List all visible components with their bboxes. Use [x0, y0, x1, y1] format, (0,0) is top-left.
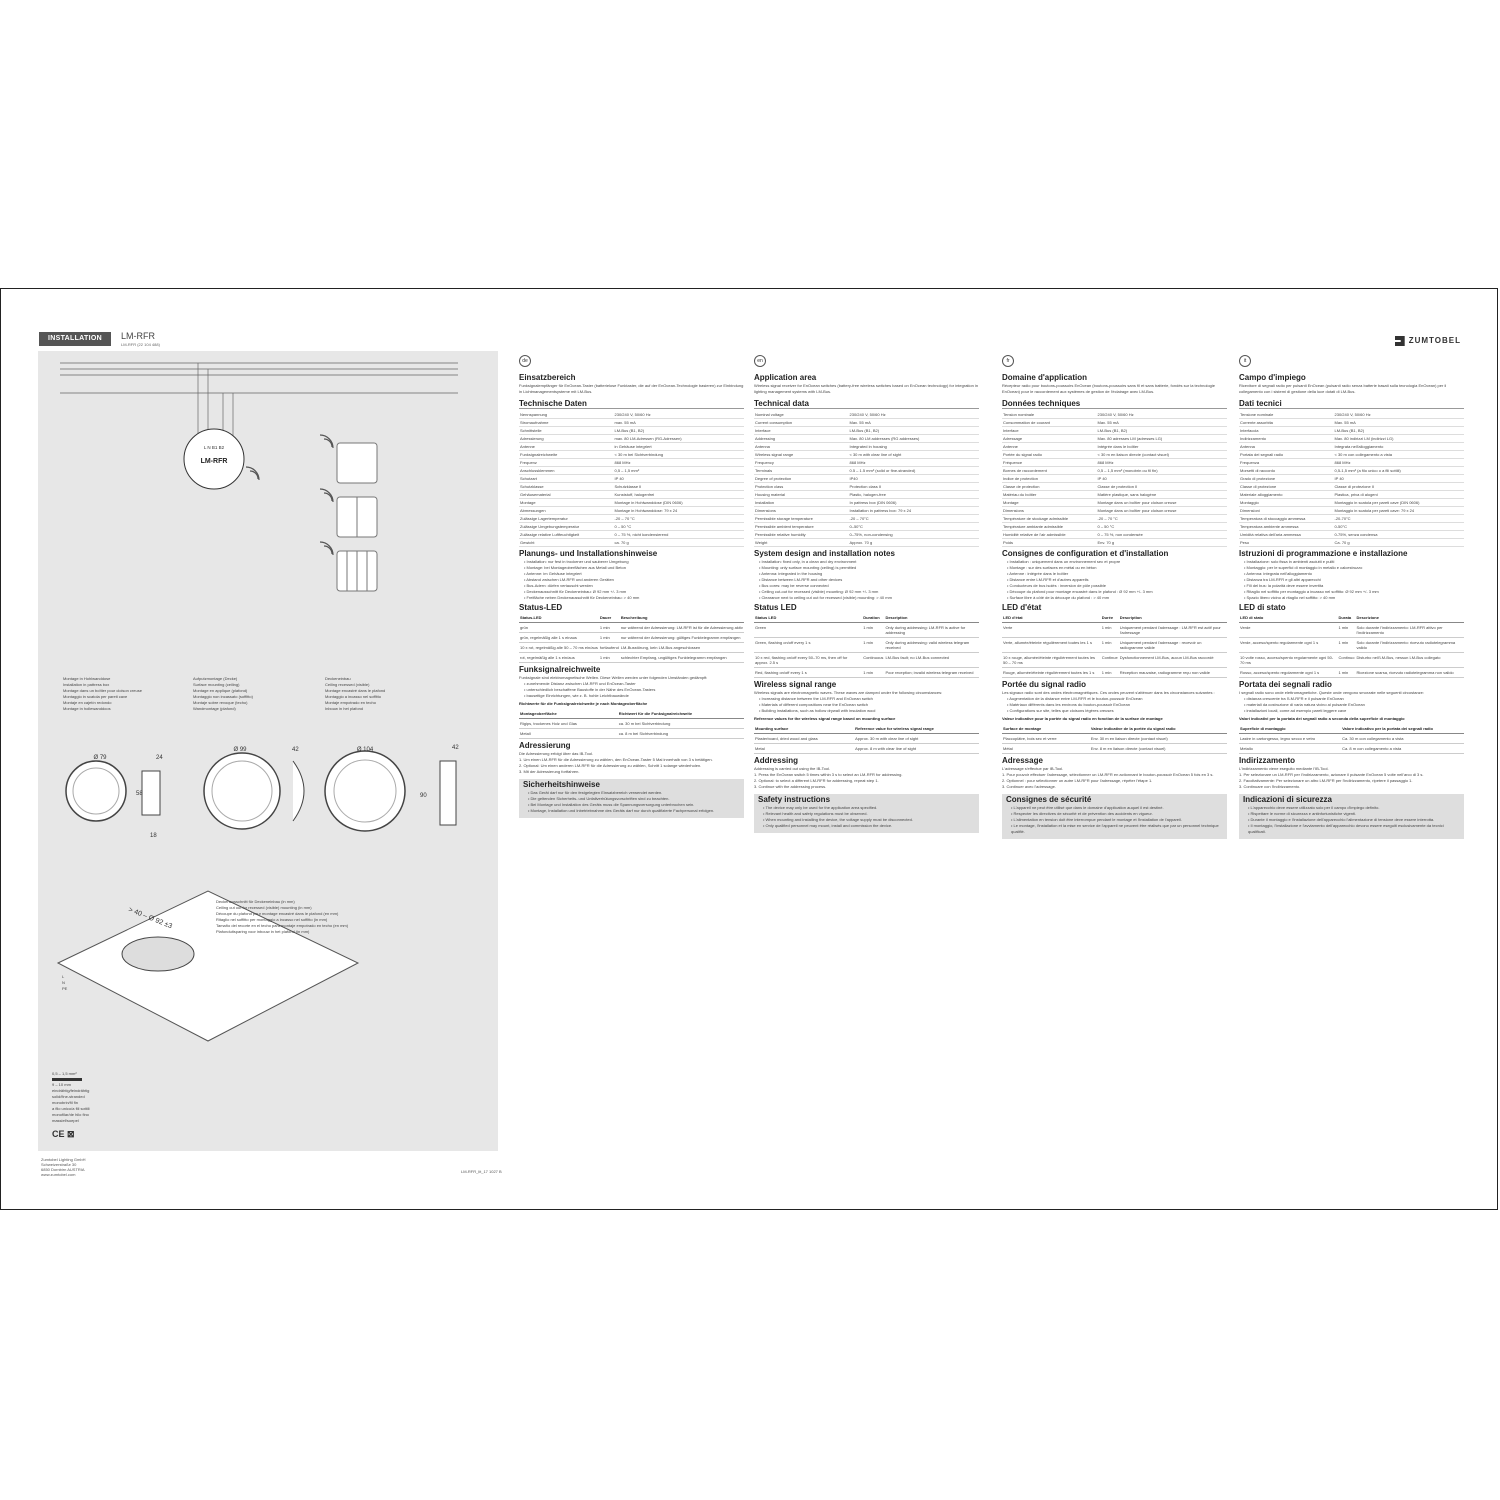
mount-caption-3: Deckeneinbau Ceiling recessed (visible) Montage encastré dans le plafond Montaggio a incasso nel soffitto Montaje empotrado en techo Inbouw in het plafond: [325, 676, 386, 711]
document-code: LM-RFR_lit_17 1027 B: [461, 1169, 502, 1174]
list-item: • Distance entre LM-RFR et d'autres appareils: [1007, 577, 1089, 582]
plan-title: System design and installation notes: [754, 549, 895, 558]
list-item: • Freifläche neben Deckenausschnitt für Deckeneinbau: > 40 mm: [524, 595, 640, 600]
table-row: Interface LM-Bus (B1, B2): [1002, 427, 1227, 435]
list-item: • L'appareil ne peut être utilisé que dans le domaine d'application auquel il est destiné.: [1011, 805, 1164, 810]
tech-title: Dati tecnici: [1239, 401, 1464, 409]
list-item: • Die geltenden Sicherheits- und Unfallverhütungsvorschriften sind zu beachten.: [528, 796, 670, 801]
table-row: Protection class Protection class II: [754, 483, 979, 491]
list-item: • installazioni locali, come ad esempio pareti leggere cave: [1244, 708, 1347, 713]
table-row: Dimensions Montage dans un boîtier pour cloison creuse: [1002, 507, 1227, 515]
list-item: • Installation: nur fest in trockener und sauberer Umgebung: [524, 559, 629, 564]
table-row: Anschlussklemmen 0,5 – 1,5 mm²: [519, 467, 744, 475]
range-table-title: Valeur indicative pour la portée du signal radio en fonction de la surface de montage: [1002, 716, 1163, 721]
wire-spec: 0,5 – 1,5 mm² 9 – 10 mm eindrähtig/feindrähtig solid/fine-stranded monobrin/fil fin a filo unico/a fili sottili monofilar/de hilo fino massief/soepel: [52, 1071, 90, 1123]
range-title: Portée du signal radio: [1002, 680, 1087, 689]
table-row: Frequenz 868 MHz: [519, 459, 744, 467]
list-item: • Le montage, l'installation et la mise en service de l'appareil ne peuvent être réalisés que par un personnel technique qualifié.: [1011, 823, 1219, 834]
addressing-title: Adressage: [1002, 756, 1043, 765]
table-row: Grado di protezione IP 40: [1239, 475, 1464, 483]
table-row: Bornes de raccordement 0,5 – 1,5 mm² (monobrin ou fil fin): [1002, 467, 1227, 475]
table-row: Schutzklasse Schutzklasse II: [519, 483, 744, 491]
safety-title: Safety instructions: [758, 795, 831, 804]
dim-42b: 42: [452, 745, 459, 751]
addressing-step: 3. Continuare con l'indirizzamento.: [1239, 784, 1301, 789]
table-row: Plasterboard, dried wood and glass Approx. 30 m with clear line of sight: [754, 734, 979, 744]
list-item: • Clearance next to ceiling cut out for recessed (visible) mounting: > 40 mm: [759, 595, 892, 600]
range-table: Mounting surface Reference value for wireless signal range Plasterboard, dried wood and glass Approx. 30 m with clear line of sight Metal Approx. 8 m with clear line of sight: [754, 724, 979, 754]
safety-box: [1002, 794, 1227, 839]
table-row: Current consumption Max. 55 mA: [754, 419, 979, 427]
list-item: • Bus cores: may be reverse connected: [759, 583, 829, 588]
table-row: Temperatura di stoccaggio ammessa -20-70°C: [1239, 515, 1464, 523]
list-item: • Only qualified personnel may mount, install and commission the device.: [763, 823, 893, 828]
list-item: • Abstand zwischen LM-RFR und anderen Geräten: [524, 577, 614, 582]
table-row: Zulässige Lagertemperatur -20 – 70 °C: [519, 515, 744, 523]
tech-table: [1002, 411, 1227, 547]
table-row: Frequenza 868 MHz: [1239, 459, 1464, 467]
led-table: Status-LED Dauer Beschreibung grün 1 min nur während der Adressierung: LM-RFR ist für die Adressierung aktiv grün, regelmäßig alle 1 s einaus 1 min nur während der Adressierung: gültiges Funktelegramm empfangen 10 x rot, regelmäßig alle 50 – 70 ms ein/aus fortlaufend LM-Busstörung, kein LM-Bus angeschlossen rot, regelmäßig alle 1 s ein/aus 1 min schlechter Empfang, ungültiges Funktelegramm empfangen: [519, 613, 744, 663]
table-row: Classe di protezione Classe di protezione II: [1239, 483, 1464, 491]
addressing-step: 2. Optional: to select a different LM-RFR for addressing, repeat step 1.: [754, 778, 879, 783]
list-item: • Distance between LM-RFR and other devices: [759, 577, 843, 582]
table-row: Metal Approx. 8 m with clear line of sight: [754, 744, 979, 754]
area-title: Einsatzbereich: [519, 373, 576, 382]
addressing-step: 2. Optional: Um einen anderen LM-RFR für die Adressierung zu wählen, Schritt 1 solange wiederholen.: [519, 763, 702, 768]
area-text: Récepteur radio pour boutons-poussoirs EnOcean (boutons-poussoirs sans fil et sans batterie, fondés sur la technologie EnOcean) pour le raccordement aux systèmes de gestion de l'éclairage avec LM-Bus.: [1002, 383, 1216, 394]
single-switch-icon: [337, 443, 377, 483]
table-row: Antenna Integrated in housing: [754, 443, 979, 451]
terminal-labels: L N B1 B2: [203, 445, 225, 450]
table-row: Schnittstelle LM-Bus (B1, B2): [519, 427, 744, 435]
table-row: Montage Montage dans un boîtier pour cloison creuse: [1002, 499, 1227, 507]
list-item: • Configurations sur site, telles que cloisons légères creuses: [1007, 708, 1114, 713]
dim-18: 18: [150, 833, 157, 839]
table-row: Green, flashing on/off every 1 s 1 min Only during addressing: valid wireless telegram received: [754, 638, 979, 653]
list-item: • Rispettare le norme di sicurezza e antinfortunistiche vigenti.: [1248, 811, 1357, 816]
table-row: Morsetti di raccordo 0,5-1,5 mm² (a filo unico o a fili sottili): [1239, 467, 1464, 475]
table-row: Dimensioni Montaggio in scatola per pareti cave: 79 x 24: [1239, 507, 1464, 515]
table-row: Degree of protection IP40: [754, 475, 979, 483]
table-row: Installation In pattress box (DIN 0606): [754, 499, 979, 507]
list-item: • materiali da costruzione di varia natura vicino al pulsante EnOcean: [1244, 702, 1365, 707]
tech-table: [754, 411, 979, 547]
range-table-title: Valori indicativi per la portata dei segnali radio a seconda della superficie di montaggio: [1239, 716, 1405, 721]
table-row: Matériau du boîtier Matière plastique, sans halogène: [1002, 491, 1227, 499]
addressing-step: 2. Facoltativamente: Per selezionare un altro LM-RFR per l'indirizzamento, ripetere il passaggio 1.: [1239, 778, 1413, 783]
column-fr: [1002, 355, 1227, 839]
table-row: Zulässige relative Luftfeuchtigkeit 0 – 75 %, nicht kondensierend: [519, 531, 744, 539]
table-row: Rouge, allumée/éteinte régulièrement toutes les 1 s 1 min Réception mauvaise, radiogramme reçu non valide: [1002, 668, 1227, 678]
table-row: Abmessungen Montage in Hohlwanddose: 79 x 24: [519, 507, 744, 515]
area-text: Ricevitore di segnali radio per pulsanti EnOcean (pulsanti radio senza batterie basati sulla tecnologia EnOcean) per il collegamento con i sistemi di gestione della luce dotati di LM-Bus.: [1239, 383, 1447, 394]
area-title: Application area: [754, 373, 817, 382]
range-table: Montageoberfläche Richtwert für die Funksignalreichweite Rigips, trockenes Holz und Glas ca. 30 m bei Sichtverbindung Metall ca. 8 m bei Sichtverbindung: [519, 709, 744, 739]
table-row: Terminals 0.5 – 1.5 mm² (solid or fine-stranded): [754, 467, 979, 475]
list-item: • Découpe du plafond pour montage encastré dans le plafond : Ø 92 mm +/- 3 mm: [1007, 589, 1153, 594]
range-text: Wireless signals are electromagnetic waves. These waves are damped under the following circumstances:: [754, 690, 943, 695]
table-row: Antenne in Gehäuse integriert: [519, 443, 744, 451]
addressing-step: 1. Pour pouvoir effectuer l'adressage, sélectionner un LM-RFR en actionnant le bouton-poussoir EnOcean 5 fois en 3 s.: [1002, 772, 1214, 777]
dim-d79: Ø 79: [93, 755, 107, 761]
table-row: Adressage Max. 80 adresses LM (adresses LG): [1002, 435, 1227, 443]
table-row: Température ambiante admissible 0 – 50 °C: [1002, 523, 1227, 531]
cutout-dim: > 40 – Ø 92 ±3: [127, 906, 173, 931]
table-row: Verde 1 min Solo durante l'indirizzamento: LM-RFR attivo per l'indirizzamento: [1239, 623, 1464, 638]
range-title: Portata dei segnali radio: [1239, 680, 1332, 689]
table-row: Nominal voltage 230/240 V, 50/60 Hz: [754, 411, 979, 419]
diagram-L: L: [62, 974, 65, 979]
led-table: LED di stato Durata Descrizione Verde 1 min Solo durante l'indirizzamento: LM-RFR attivo per l'indirizzamento Verde, acceso/spento regolarmente ogni 1 s 1 min Solo durante l'indirizzamento: ricevuto radiotelegramma valido 10 volte rosso, acceso/spento regolarmente ogni 50-70 ms Continuo Disturbo nell'LM-Bus, nessun LM-Bus collegato Rosso, acceso/spento regolarmente ogni 1 s 1 min Ricezione scarsa, ricevuto radiotelegramma non valido: [1239, 613, 1464, 678]
addressing-step: 2. Optionnel : pour sélectionner un autre LM-RFR pour l'adressage, répéter l'étape 1.: [1002, 778, 1153, 783]
addressing-step: L'indirizzamento viene eseguito mediante l'IB-Tool.: [1239, 766, 1329, 771]
section-badge: INSTALLATION: [39, 332, 111, 346]
safety-title: Sicherheitshinweise: [523, 780, 600, 789]
addressing-title: Addressing: [754, 756, 799, 765]
table-row: Stromaufnahme max. 55 mA: [519, 419, 744, 427]
range-title: Wireless signal range: [754, 680, 837, 689]
tech-title: Technical data: [754, 401, 979, 409]
table-row: Housing material Plastic, halogen-free: [754, 491, 979, 499]
tech-title: Technische Daten: [519, 401, 744, 409]
table-row: Indice de protection IP 40: [1002, 475, 1227, 483]
dim-24: 24: [156, 755, 163, 761]
addressing-step: Die Adressierung erfolgt über das IB-Tool.: [519, 751, 594, 756]
safety-title: Indicazioni di sicurezza: [1243, 795, 1332, 804]
table-row: Antenne Intégrée dans le boîtier: [1002, 443, 1227, 451]
table-row: Placcoplâtre, bois sec et verre Env. 30 m en liaison directe (contact visuel): [1002, 734, 1227, 744]
safety-box: [1239, 794, 1464, 839]
logo-icon: [1395, 336, 1405, 346]
list-item: • Durante il montaggio e l'installazione dell'apparecchio l'alimentazione di tensione deve essere interrotta.: [1248, 817, 1435, 822]
addressing-step: Addressing is carried out using the IB-Tool.: [754, 766, 831, 771]
range-table: Surface de montage Valeur indicative de la portée du signal radio Placcoplâtre, bois sec et verre Env. 30 m en liaison directe (contact visuel) Métal Env. 8 m en liaison directe (contact visuel): [1002, 724, 1227, 754]
plan-title: Planungs- und Installationshinweise: [519, 549, 658, 558]
table-row: Metall ca. 8 m bei Sichtverbindung: [519, 729, 744, 739]
table-row: Lastre in cartongesso, legno secco e vetro Ca. 30 m con collegamento a vista: [1239, 734, 1464, 744]
list-item: • Surface libre à côté de la découpe du plafond : > 40 mm: [1007, 595, 1110, 600]
addressing-step: 3. Mit der Adressierung fortfahren.: [519, 769, 580, 774]
dim-58: 58: [136, 791, 143, 797]
list-item: • Spazio libero vicino al ritaglio nel soffitto: > 40 mm: [1244, 595, 1336, 600]
area-text: Funksignalempfänger für EnOcean-Taster (batterielose Funktaster, die auf der EnOcean-Technologie basieren) zur Einbindung in Lichtmanagementsysteme mit LM-Bus.: [519, 383, 744, 394]
list-item: • Antenna: integrated in the housing: [759, 571, 823, 576]
tech-table: [1239, 411, 1464, 547]
table-row: Portata dei segnali radio < 30 m con collegamento a vista: [1239, 451, 1464, 459]
recessed-mount-shape: [325, 751, 405, 831]
table-row: Montaggio Montaggio in scatola per pareti cave (DIN 0606): [1239, 499, 1464, 507]
plan-title: Istruzioni di programmazione e installazione: [1239, 549, 1408, 558]
pattress-box-shape: [66, 761, 126, 821]
table-row: Permissible ambient temperature 0–50°C: [754, 523, 979, 531]
list-item: • Installation: fixed only, in a clean and dry environment: [759, 559, 857, 564]
led-title: Status LED: [754, 603, 797, 612]
addressing-step: 1. Per selezionare un LM-RFR per l'indirizzamento, azionare il pulsante EnOcean 5 volte nell'arco di 3 s.: [1239, 772, 1424, 777]
addressing-title: Indirizzamento: [1239, 756, 1296, 765]
table-row: Humidité relative de l'air admissible 0 – 75 %, non condensée: [1002, 531, 1227, 539]
led-table: Status LED Duration Description Green 1 min Only during addressing: LM-RFR is active for addressing Green, flashing on/off every 1 s 1 min Only during addressing: valid wireless telegram received 10 x red, flashing on/off every 50–70 ms, then off for approx. 2.5 s Continuous LM-Bus fault; no LM-Bus connected Red, flashing on/off every 1 s 1 min Poor reception; invalid wireless telegram received: [754, 613, 979, 678]
dim-d99: Ø 99: [233, 747, 247, 753]
language-badge: de: [519, 355, 531, 367]
list-item: • Bus-Adern: dürfen vertauscht werden: [524, 583, 593, 588]
list-item: • Montaggio: per le superfici di montaggio in metallo e calcestruzzo: [1244, 565, 1363, 570]
table-row: Antenna Integrata nell'alloggiamento: [1239, 443, 1464, 451]
mount-caption-1: Montage in Hohlwanddose Installation in pattress box Montage dans un boîtier pour cloison creuse Montaggio in scatola per pareti cave Montaje en cajetín redondo Montage in hollewanddoos: [63, 676, 142, 711]
surface-mount-shape: [204, 753, 280, 829]
list-item: • Montage: bei Montageoberflächen aus Metall und Beton: [524, 565, 626, 570]
table-row: 10 x rouge, allumée/éteinte régulièrement toutes les 50 – 70 ms Continue Dysfonctionnement LM-Bus, aucun LM-Bus raccordé: [1002, 653, 1227, 668]
column-de: [519, 355, 744, 818]
table-row: Verte 1 min Uniquement pendant l'adressage : LM-RFR est actif pour l'adressage: [1002, 623, 1227, 638]
addressing-step: 3. Continuer avec l'adressage.: [1002, 784, 1056, 789]
list-item: • Matériaux différents dans les environs du bouton-poussoir EnOcean: [1007, 702, 1130, 707]
range-text: Funksignale sind elektromagnetische Wellen. Diese Wellen werden unter folgenden Umständen gedämpft:: [519, 675, 708, 680]
table-row: Dimensions Installation in pattress box: 79 x 24: [754, 507, 979, 515]
table-row: Poids Env. 70 g: [1002, 539, 1227, 547]
table-row: Weight Approx. 70 g: [754, 539, 979, 547]
table-row: rot, regelmäßig alle 1 s ein/aus 1 min schlechter Empfang, ungültiges Funktelegramm empfangen: [519, 653, 744, 663]
list-item: • Distanza tra LM-RFR e gli altri apparecchi: [1244, 577, 1321, 582]
list-item: • L'apparecchio deve essere utilizzato solo per il campo d'impiego definito.: [1248, 805, 1380, 810]
dim-d104: Ø 104: [356, 747, 374, 753]
table-row: Portée du signal radio < 30 m en liaison directe (contact visuel): [1002, 451, 1227, 459]
column-en: [754, 355, 979, 833]
table-row: Permissible relative humidity 0–75%, non-condensing: [754, 531, 979, 539]
table-row: Gewicht ca. 70 g: [519, 539, 744, 547]
table-row: Metallo Ca. 8 m con collegamento a vista: [1239, 744, 1464, 754]
list-item: • Montage, Installation und Inbetriebnahme des Geräts darf nur durch qualifizierte Fachpersonal erfolgen.: [528, 808, 715, 813]
safety-box: [519, 779, 744, 818]
cutout-caption: Deckenausschnitt für Deckeneinbau (in mm) Ceiling cut out for recessed (visible) mounting (in mm) Découpe du plafond pour montage encastré dans le plafond (en mm) Ritaglio nel soffitto per montaggio a incasso nel soffitto (in mm) Tamaño del recorte en el techo para montaje empotrado en techo (en mm) Plafonduitsparing voor inbouw in het plafond (in mm): [216, 899, 349, 934]
addressing-title: Adressierung: [519, 741, 571, 750]
list-item: • Relevant health and safety regulations must be observed.: [763, 811, 868, 816]
table-row: Green 1 min Only during addressing: LM-RFR is active for addressing: [754, 623, 979, 638]
table-row: Corrente assorbita Max. 55 mA: [1239, 419, 1464, 427]
led-table: LED d'état Durée Description Verte 1 min Uniquement pendant l'adressage : LM-RFR est actif pour l'adressage Verte, allumée/éteinte régulièrement toutes les 1 s 1 min Uniquement pendant l'adressage : recevoir un radiogramme valide 10 x rouge, allumée/éteinte régulièrement toutes les 50 – 70 ms Continue Dysfonctionnement LM-Bus, aucun LM-Bus raccordé Rouge, allumée/éteinte régulièrement toutes les 1 s 1 min Réception mauvaise, radiogramme reçu non valide: [1002, 613, 1227, 678]
list-item: • The device may only be used for the application area specified.: [763, 805, 878, 810]
table-row: Rigips, trockenes Holz und Glas ca. 30 m bei Sichtverbindung: [519, 719, 744, 729]
tech-table: [519, 411, 744, 547]
list-item: • Deckenausschnitt für Deckeneinbau: Ø 92 mm +/- 3 mm: [524, 589, 627, 594]
addressing-step: 3. Continue with the addressing process.: [754, 784, 827, 789]
table-row: Montage Montage in Hohlwanddose (DIN 0606): [519, 499, 744, 507]
list-item: • Respecter les directives de sécurité et de prévention des accidents en vigueur.: [1011, 811, 1153, 816]
brand-name: ZUMTOBEL: [1408, 336, 1461, 345]
table-row: Interfaccia LM-Bus (B1, B2): [1239, 427, 1464, 435]
list-item: • Ritaglio nel soffitto per montaggio a incasso nel soffitto: Ø 92 mm +/- 3 mm: [1244, 589, 1379, 594]
instruction-sheet: [0, 288, 1498, 1210]
table-row: Addressing Max. 80 LM addresses (RG addresses): [754, 435, 979, 443]
list-item: • Antenne : intégrée dans le boîtier: [1007, 571, 1069, 576]
brand-logo: [1395, 336, 1461, 346]
list-item: • Installazione: solo fissa in ambienti asciutti e puliti: [1244, 559, 1335, 564]
table-row: Gehäusematerial Kunststoff, halogenfrei: [519, 491, 744, 499]
table-row: Tensione nominale 230/240 V, 50/60 Hz: [1239, 411, 1464, 419]
list-item: • zunehmende Distanz zwischen LM-RFR und EnOcean-Taster: [524, 681, 636, 686]
diagram-panel: [38, 351, 498, 1151]
table-row: Verte, allumée/éteinte régulièrement toutes les 1 s 1 min Uniquement pendant l'adressage : recevoir un radiogramme valide: [1002, 638, 1227, 653]
table-row: Frequency 868 MHz: [754, 459, 979, 467]
company-address: Zumtobel Lighting GmbH Schweizerstraße 30 6850 Dornbirn AUSTRIA www.zumtobel.com: [41, 1157, 86, 1177]
table-row: Permissible storage temperature -20 – 70°C: [754, 515, 979, 523]
language-badge: en: [754, 355, 766, 367]
range-text: I segnali radio sono onde elettromagnetiche. Queste onde vengono smorzate nelle seguenti circostanze:: [1239, 690, 1425, 695]
table-row: Schutzart IP 40: [519, 475, 744, 483]
column-it: [1239, 355, 1464, 839]
addressing-step: L'adressage s'effectue par IB-Tool.: [1002, 766, 1064, 771]
table-row: Temperatura ambiente ammessa 0-50°C: [1239, 523, 1464, 531]
table-row: 10 x rot, regelmäßig alle 50 – 70 ms ein/aus fortlaufend LM-Busstörung, kein LM-Bus angeschlossen: [519, 643, 744, 653]
table-row: 10 x red, flashing on/off every 50–70 ms, then off for approx. 2.5 s Continuous LM-Bus fault; no LM-Bus connected: [754, 653, 979, 668]
table-row: Indirizzamento Max. 80 indirizzi LM (indirizzi LG): [1239, 435, 1464, 443]
list-item: • Ceiling cut-out for recessed (visible) mounting: Ø 92 mm +/- 3 mm: [759, 589, 879, 594]
list-item: • unterschiedlich beschaffene Baustoffe in der Nähe des EnOcean-Tasters: [524, 687, 656, 692]
table-row: Interface LM-Bus (B1, B2): [754, 427, 979, 435]
range-table: Superficie di montaggio Valore indicativo per la portata dei segnali radio Lastre in cartongesso, legno secco e vetro Ca. 30 m con collegamento a vista Metallo Ca. 8 m con collegamento a vista: [1239, 724, 1464, 754]
article-number: LM-RFR (22 104 488): [121, 342, 160, 347]
table-row: grün 1 min nur während der Adressierung: LM-RFR ist für die Adressierung aktiv: [519, 623, 744, 633]
table-row: Température de stockage admissible -20 – 70 °C: [1002, 515, 1227, 523]
led-title: LED d'état: [1002, 603, 1042, 612]
list-item: • distanza crescente tra l'LM-RFR e il pulsante EnOcean: [1244, 696, 1344, 701]
mount-caption-2: Aufputzmontage (Decke) Surface mounting (ceiling) Montage en applique (plafond) Montaggio non incassato (soffitto) Montaje sobre revoque (techo) Wandmontage (plafond): [193, 676, 253, 711]
led-title: LED di stato: [1239, 603, 1286, 612]
table-row: Métal Env. 8 m en liaison directe (contact visuel): [1002, 744, 1227, 754]
dim-90: 90: [420, 793, 427, 799]
list-item: • Augmentation de la distance entre LM-RFR et le bouton-poussoir EnOcean: [1007, 696, 1143, 701]
table-row: Verde, acceso/spento regolarmente ogni 1 s 1 min Solo durante l'indirizzamento: ricevuto radiotelegramma valido: [1239, 638, 1464, 653]
range-table-title: Richtwerte für die Funksignalreichweite je nach Montageoberfläche: [519, 701, 648, 706]
list-item: • L'alimentation en tension doit être interrompue pendant le montage et l'installation de l'appareil.: [1011, 817, 1182, 822]
table-row: Consommation de courant Max. 55 mA: [1002, 419, 1227, 427]
table-row: Materiale alloggiamento Plastica, priva di alogeni: [1239, 491, 1464, 499]
language-badge: fr: [1002, 355, 1014, 367]
diagram-PE: PE: [62, 986, 68, 991]
table-row: Peso Ca. 70 g: [1239, 539, 1464, 547]
list-item: • Materials of different compositions near the EnOcean switch: [759, 702, 868, 707]
table-row: Red, flashing on/off every 1 s 1 min Poor reception; invalid wireless telegram received: [754, 668, 979, 678]
range-text: Les signaux radio sont des ondes électromagnétiques. Ces ondes peuvent s'atténuer dans les circonstances suivantes :: [1002, 690, 1215, 695]
table-row: Nennspannung 230/240 V, 50/60 Hz: [519, 411, 744, 419]
table-row: 10 volte rosso, acceso/spento regolarmente ogni 50-70 ms Continuo Disturbo nell'LM-Bus, nessun LM-Bus collegato: [1239, 653, 1464, 668]
area-title: Domaine d'application: [1002, 373, 1088, 382]
language-badge: it: [1239, 355, 1251, 367]
list-item: • Bei Montage und Installation des Geräts muss die Spannungsversorgung unterbrochen sein.: [528, 802, 695, 807]
list-item: • bauseitige Einrichtungen, wie z. B. hohle Leichtbauwände: [524, 693, 629, 698]
list-item: • Montage : sur des surfaces en métal ou en béton: [1007, 565, 1097, 570]
table-row: Fréquence 868 MHz: [1002, 459, 1227, 467]
safety-box: [754, 794, 979, 833]
tech-title: Données techniques: [1002, 401, 1227, 409]
list-item: • When mounting and installing the device, the voltage supply must be disconnected.: [763, 817, 913, 822]
table-row: Adressierung max. 80 LM-Adressen (RG-Adressen): [519, 435, 744, 443]
list-item: • Il montaggio, l'installazione e l'avviamento dell'apparecchio devono essere eseguiti esclusivamente da tecnici qualificati.: [1248, 823, 1444, 834]
plan-title: Consignes de configuration et d'installation: [1002, 549, 1169, 558]
table-row: Rosso, acceso/spento regolarmente ogni 1 s 1 min Ricezione scarsa, ricevuto radiotelegramma non valido: [1239, 668, 1464, 678]
list-item: • Conducteurs de bus isolés : inversion de pôle possible: [1007, 583, 1107, 588]
addressing-step: 1. Um einen LM-RFR für die Adressierung zu wählen, den EnOcean-Taster 5 Mal innerhalb von 3 s betätigen.: [519, 757, 713, 762]
ce-mark-icon: CE ⊠: [52, 1129, 75, 1139]
table-row: Wireless signal range < 30 m with clear line of sight: [754, 451, 979, 459]
area-text: Wireless signal receiver for EnOcean switches (battery-free wireless switches based on EnOcean technology) for integration in lighting management systems with LM-Bus.: [754, 383, 979, 394]
list-item: • Installation : uniquement dans un environnement sec et propre: [1007, 559, 1121, 564]
table-row: Funksignalreichweite < 30 m bei Sichtverbindung: [519, 451, 744, 459]
table-row: Zulässige Umgebungstemperatur 0 – 50 °C: [519, 523, 744, 531]
range-title: Funksignalreichweite: [519, 665, 601, 674]
table-row: grün, regelmäßig alle 1 s einaus 1 min nur während der Adressierung: gültiges Funktelegramm empfangen: [519, 633, 744, 643]
table-row: Classe de protection Classe de protection II: [1002, 483, 1227, 491]
list-item: • Building installations, such as hollow drywall with insulation wool: [759, 708, 876, 713]
list-item: • Antenne: im Gehäuse integriert: [524, 571, 582, 576]
dim-42a: 42: [292, 747, 299, 753]
product-title: LM-RFR: [121, 331, 155, 341]
table-row: Tension nominale 230/240 V, 50/60 Hz: [1002, 411, 1227, 419]
list-item: • Mounting: only surface mounting (ceiling) is permitted: [759, 565, 857, 570]
list-item: • Antenna: integrata nell'alloggiamento: [1244, 571, 1312, 576]
led-title: Status-LED: [519, 603, 563, 612]
list-item: • Das Gerät darf nur für den festgelegten Einsatzbereich verwendet werden.: [528, 790, 663, 795]
safety-title: Consignes de sécurité: [1006, 795, 1092, 804]
diagram-N: N: [62, 980, 65, 985]
area-title: Campo d'impiego: [1239, 373, 1306, 382]
list-item: • Fili del bus: la polarità deve essere invertita: [1244, 583, 1324, 588]
list-item: • Increasing distance between the LM-RFR and EnOcean switch: [759, 696, 873, 701]
device-label: LM-RFR: [200, 458, 228, 465]
wiring-diagram: [38, 351, 498, 1151]
addressing-step: 1. Press the EnOcean switch 5 times within 3 s to select an LM-RFR for addressing.: [754, 772, 903, 777]
table-row: Umidità relativa dell'aria ammessa 0-75%, senza condensa: [1239, 531, 1464, 539]
range-table-title: Reference values for the wireless signal range based on mounting surface: [754, 716, 896, 721]
